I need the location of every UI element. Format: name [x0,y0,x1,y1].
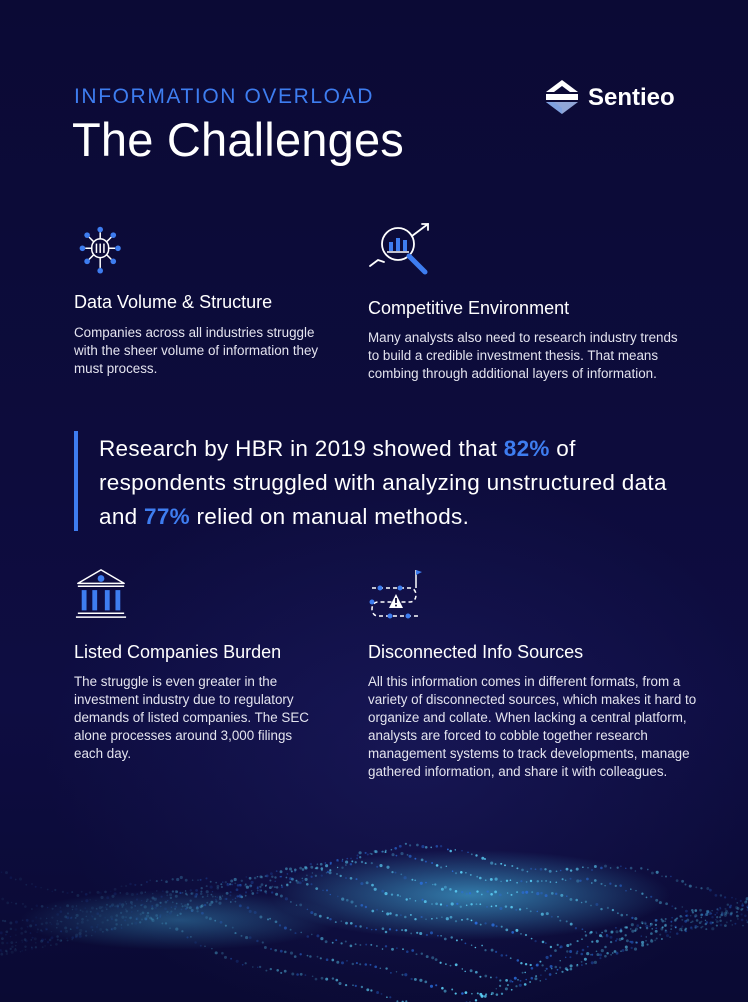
card-title: Disconnected Info Sources [368,642,584,662]
page-title: The Challenges [72,113,405,166]
hbr-stat-callout [74,431,674,531]
card-title: Competitive Environment [368,298,570,318]
card-body: Companies across all industries struggle with the sheer volume of information they must process. [74,325,319,376]
stat-82-percent: 82% [503,436,550,461]
stat-77-percent: 77% [144,504,190,529]
callout-text-part: Research by HBR in 2019 showed that [99,436,504,461]
brand-logo [544,76,704,120]
card-title: Listed Companies Burden [74,642,282,662]
route-warning-icon [368,566,424,622]
card-body: All this information comes in different formats, from a variety of disconnected sources, which makes it hard to organize and collate. When lacking a central platform, analysts are forced to cobble together research management systems to track developments, manage gathered information, and share it with colleagues. [368,674,697,779]
card-disconnected-sources [368,566,697,806]
card-title: Data Volume & Structure [74,292,273,312]
sentieo-logo-icon [544,78,580,116]
callout-accent-bar [74,431,78,531]
magnifier-chart-icon [368,220,432,278]
brand-name: Sentieo [588,84,675,111]
callout-text-part: of respondents struggled with analyzing unstructured data and [99,436,667,529]
institution-building-icon [74,566,128,620]
particle-wave-graphic [0,800,748,1002]
card-data-volume [74,223,394,383]
callout-text-part: relied on manual methods. [189,504,470,529]
card-body: The struggle is even greater in the investment industry due to regulatory demands of listed companies. The SEC alone processes around 3,000 filings each day. [74,674,309,761]
card-listed-companies [74,566,394,766]
card-competitive-environment [368,220,688,400]
card-body: Many analysts also need to research industry trends to build a credible investment thesis. That means combing through additional layers of information. [368,330,678,381]
callout-text [99,432,679,534]
data-network-icon [74,223,132,281]
section-eyebrow: INFORMATION OVERLOAD [74,85,374,108]
